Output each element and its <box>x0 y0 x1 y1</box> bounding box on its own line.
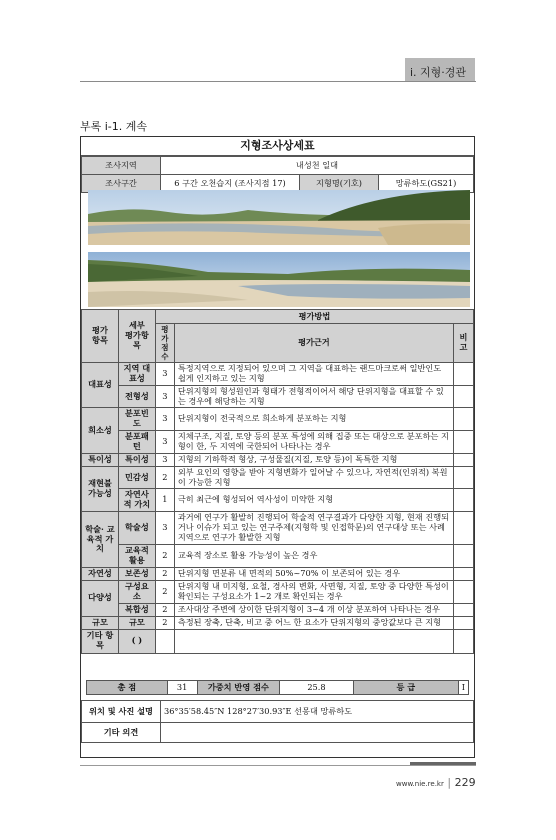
row-basis: 외부 요인의 영향을 받아 지형변화가 일어날 수 있으나, 자연적(인위적) 복원이 가능한 지형 <box>174 466 453 489</box>
row-group: 재현불 가능성 <box>82 466 119 511</box>
row-group: 대표성 <box>82 363 119 408</box>
row-subitem: 전형성 <box>118 385 155 408</box>
row-score: 3 <box>155 453 174 466</box>
table-row <box>82 545 474 568</box>
weighted-value: 25.8 <box>280 681 354 695</box>
table-row <box>82 603 474 616</box>
total-label: 총 점 <box>87 681 168 695</box>
row-basis: 단위지형이 전국적으로 희소하게 분포하는 지형 <box>174 408 453 431</box>
row-basis: 단위지형의 형성원인과 형태가 전형적이어서 해당 단위지형을 대표할 수 있는 경우에 해당하는 지형 <box>174 385 453 408</box>
table-row <box>82 385 474 408</box>
row-subitem: ( ) <box>118 629 155 653</box>
header-rule <box>80 81 476 82</box>
footer-tab <box>410 762 476 765</box>
table-row <box>82 489 474 512</box>
row-note <box>454 431 474 454</box>
row-subitem: 복합성 <box>118 603 155 616</box>
evaluation-table <box>81 309 474 654</box>
row-subitem: 교육적 활용 <box>118 545 155 568</box>
row-basis: 교육적 장소로 활용 가능성이 높은 경우 <box>174 545 453 568</box>
section-title: i. 지형·경관 <box>410 66 467 79</box>
table-row <box>82 408 474 431</box>
row-basis: 조사대상 주변에 상이한 단위지형이 3~4 개 이상 분포하여 나타나는 경우 <box>174 603 453 616</box>
row-basis: 특정지역으로 지정되어 있으며 그 지역을 대표하는 랜드마크로써 일반인도 쉽게 인지하고 있는 지형 <box>174 363 453 386</box>
row-basis: 지형의 기하학적 형상, 구성물질(지질, 토양 등)이 독특한 지형 <box>174 453 453 466</box>
row-subitem: 분포패턴 <box>118 431 155 454</box>
table-row <box>82 363 474 386</box>
row-score: 1 <box>155 489 174 512</box>
row-score <box>155 629 174 653</box>
row-note <box>454 567 474 580</box>
total-value: 31 <box>167 681 197 695</box>
row-basis: 지체구조, 지질, 토양 등의 분포 특성에 의해 집중 또는 대상으로 분포하는 지형이 한, 두 지역에 국한되어 나타나는 경우 <box>174 431 453 454</box>
row-note <box>454 385 474 408</box>
row-score: 2 <box>155 616 174 629</box>
row-subitem: 구성요소 <box>118 580 155 603</box>
grade-label: 등 급 <box>353 681 458 695</box>
row-group: 규모 <box>82 616 119 629</box>
row-score: 3 <box>155 363 174 386</box>
row-score: 3 <box>155 408 174 431</box>
row-basis: 단위지형 내 미지형, 요철, 경사의 변화, 사면형, 지질, 토양 중 다양한 특성이 확인되는 구성요소가 1~2 개로 확인되는 경우 <box>174 580 453 603</box>
table-row <box>82 453 474 466</box>
row-score: 2 <box>155 567 174 580</box>
table-row <box>82 512 474 545</box>
footer-separator: | <box>447 776 452 789</box>
table-row <box>82 629 474 653</box>
weighted-label: 가중치 반영 점수 <box>197 681 279 695</box>
row-basis <box>174 629 453 653</box>
row-score: 3 <box>155 431 174 454</box>
row-subitem: 지역 대표성 <box>118 363 155 386</box>
footer <box>396 776 476 789</box>
row-subitem: 분포빈도 <box>118 408 155 431</box>
row-basis: 극히 최근에 형성되어 역사성이 미약한 지형 <box>174 489 453 512</box>
other-value <box>161 723 474 743</box>
row-note <box>454 545 474 568</box>
survey-area-value: 내성천 일대 <box>161 157 474 175</box>
eval-note-header: 비고 <box>454 324 474 363</box>
row-score: 2 <box>155 580 174 603</box>
other-label: 기타 의견 <box>82 723 161 743</box>
row-subitem: 자연사적 가치 <box>118 489 155 512</box>
row-note <box>454 489 474 512</box>
grade-value: I <box>458 681 468 695</box>
table-row <box>82 466 474 489</box>
location-table <box>81 700 474 743</box>
table-row <box>82 616 474 629</box>
table-row <box>82 431 474 454</box>
row-subitem: 민감성 <box>118 466 155 489</box>
row-note <box>454 580 474 603</box>
row-group: 학술· 교육적 가치 <box>82 512 119 568</box>
row-note <box>454 512 474 545</box>
footer-site: www.nie.re.kr <box>396 780 444 788</box>
footer-rule <box>80 765 476 766</box>
eval-method-header: 평가방법 <box>155 310 473 324</box>
row-group: 자연성 <box>82 567 119 580</box>
eval-item-header: 평가 항목 <box>82 310 119 363</box>
row-note <box>454 629 474 653</box>
table-caption: 부록 i-1. 계속 <box>80 120 148 133</box>
page-number: 229 <box>454 776 476 789</box>
eval-basis-header: 평가근거 <box>174 324 453 363</box>
row-score: 3 <box>155 512 174 545</box>
location-label: 위치 및 사진 설명 <box>82 701 161 723</box>
summary-table <box>86 680 469 695</box>
row-note <box>454 603 474 616</box>
table-row <box>82 567 474 580</box>
eval-subitem-header: 세부 평가항목 <box>118 310 155 363</box>
row-group: 희소성 <box>82 408 119 453</box>
landscape-photo-1 <box>88 190 470 245</box>
landform-label: 지형명(기호) <box>300 175 379 193</box>
row-note <box>454 616 474 629</box>
row-note <box>454 408 474 431</box>
survey-info-table <box>81 156 474 193</box>
row-basis: 측정된 장축, 단축, 비고 중 어느 한 요소가 단위지형의 중앙값보다 큰 지형 <box>174 616 453 629</box>
row-score: 2 <box>155 466 174 489</box>
landscape-photo-2 <box>88 252 470 307</box>
row-subitem: 특이성 <box>118 453 155 466</box>
row-note <box>454 453 474 466</box>
sheet-title: 지형조사상세표 <box>81 137 474 156</box>
row-group: 특이성 <box>82 453 119 466</box>
row-score: 2 <box>155 603 174 616</box>
row-basis: 과거에 연구가 활발히 진행되어 학술적 연구결과가 다양한 지형, 현재 진행되거나 이슈가 되고 있는 연구주제(지형학 및 인접학문)의 연구대상 또는 사례지역으로 연구가 활발한 지형 <box>174 512 453 545</box>
row-note <box>454 363 474 386</box>
survey-section-label: 조사구간 <box>82 175 161 193</box>
row-subitem: 규모 <box>118 616 155 629</box>
row-basis: 단위지형 면분류 내 면적의 50%~70% 이 보존되어 있는 경우 <box>174 567 453 580</box>
row-subitem: 보존성 <box>118 567 155 580</box>
location-value: 36°35′58.45″N 128°27′30.93″E 선몽대 망류하도 <box>161 701 474 723</box>
row-subitem: 학술성 <box>118 512 155 545</box>
survey-section-value: 6 구간 오천습지 (조사지점 17) <box>161 175 300 193</box>
table-row <box>82 580 474 603</box>
row-group: 기타 항목 <box>82 629 119 653</box>
survey-area-label: 조사지역 <box>82 157 161 175</box>
landform-value: 망류하도(GS21) <box>379 175 474 193</box>
eval-score-header: 평가 점수 <box>155 324 174 363</box>
row-group: 다양성 <box>82 580 119 616</box>
row-score: 2 <box>155 545 174 568</box>
row-score: 3 <box>155 385 174 408</box>
row-note <box>454 466 474 489</box>
